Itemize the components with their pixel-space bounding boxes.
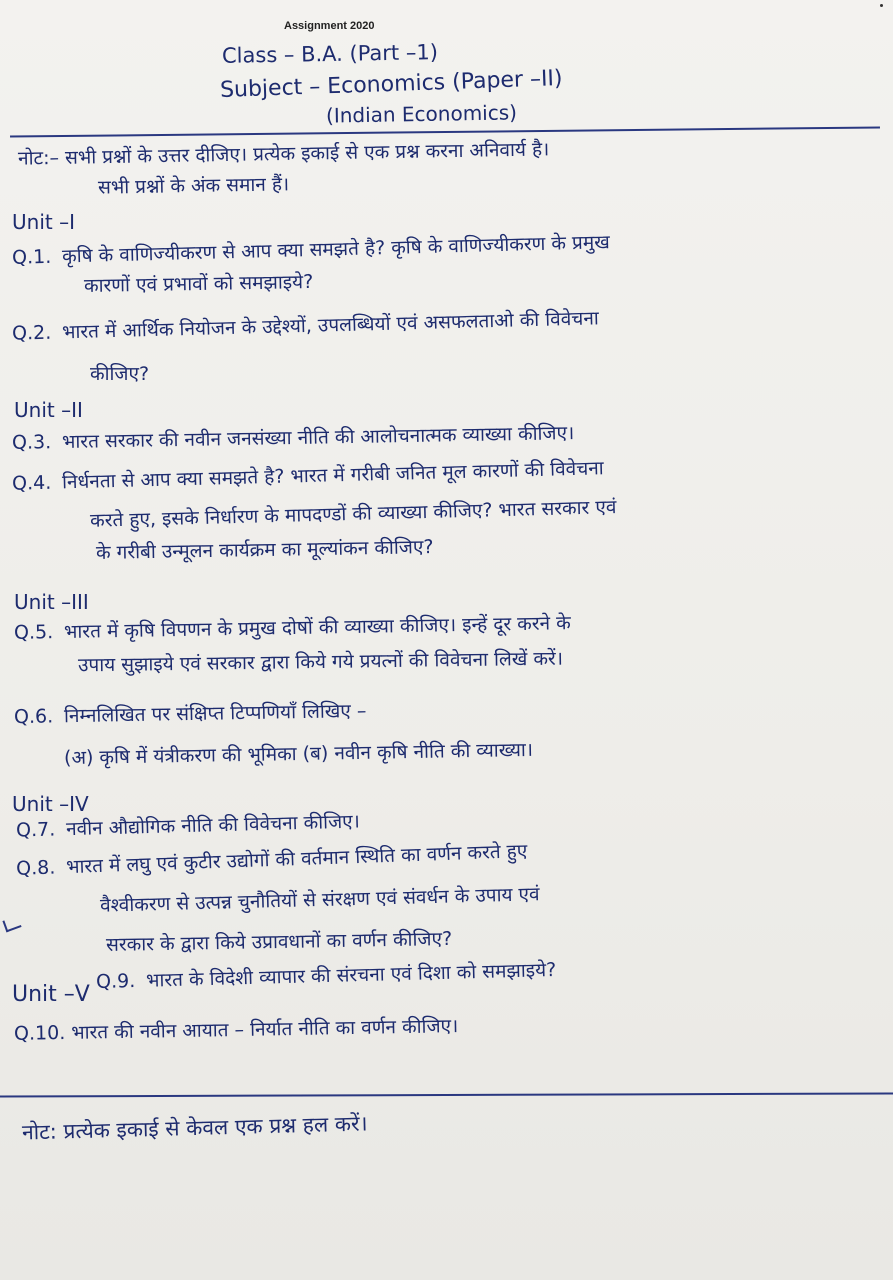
question-number: Q.5.: [13, 621, 54, 644]
question-6: [14, 697, 367, 729]
question-2: [12, 304, 599, 345]
speck: [880, 4, 883, 7]
question-4-line-2: करते हुए, इसके निर्धारण के मापदण्डों की व्याख्या कीजिए? भारत सरकार एवं: [89, 496, 617, 532]
question-8-line-3: सरकार के द्वारा किये उप्रावधानों का वर्णन कीजिए?: [105, 927, 453, 957]
question-text: भारत में कृषि विपणन के प्रमुख दोषों की व्याख्या कीजिए। इन्हें दूर करने के: [63, 612, 571, 643]
subtitle-line: (Indian Economics): [325, 100, 518, 128]
question-number: Q.4.: [11, 471, 52, 495]
question-2-line-2: कीजिए?: [90, 363, 150, 385]
note-top-line-1: नोट:– सभी प्रश्नों के उत्तर दीजिए। प्रत्येक इकाई से एक प्रश्न करना अनिवार्य है।: [17, 138, 550, 170]
question-5: [14, 609, 571, 645]
class-line: Class – B.A. (Part –1): [221, 40, 439, 68]
question-text: भारत में आर्थिक नियोजन के उद्देश्यों, उपलब्धियों एवं असफलताओ की विवेचना: [61, 307, 600, 344]
question-text: निर्धनता से आप क्या समझते है? भारत में गरीबी जनित मूल कारणों की विवेचना: [61, 457, 604, 494]
question-number: Q.3.: [11, 431, 52, 454]
note-top-line-2: सभी प्रश्नों के अंक समान हैं।: [97, 173, 290, 199]
subject-line: Subject – Economics (Paper –II): [219, 66, 563, 103]
note-bottom: नोट: प्रत्येक इकाई से केवल एक प्रश्न हल करें।: [21, 1111, 368, 1145]
footer-divider: [0, 1092, 893, 1097]
question-9: [96, 956, 557, 994]
question-number: Q.9.: [95, 970, 136, 994]
pen-mark: [2, 916, 21, 933]
question-6-line-2: (अ) कृषि में यंत्रीकरण की भूमिका (ब) नवीन कृषि नीति की व्याख्या।: [63, 738, 534, 770]
question-10: [14, 1012, 459, 1046]
question-text: भारत में लघु एवं कुटीर उद्योगों की वर्तमान स्थिति का वर्णन करते हुए: [65, 840, 528, 879]
question-8-line-2: वैश्वीकरण से उत्पन्न चुनौतियों से संरक्षण एवं संवर्धन के उपाय एवं: [99, 883, 540, 917]
question-text: नवीन औद्योगिक नीति की विवेचना कीजिए।: [65, 810, 361, 841]
question-3: [12, 419, 575, 455]
question-number: Q.7.: [15, 818, 56, 842]
question-number: Q.8.: [15, 856, 56, 880]
unit-1-label: Unit –I: [12, 210, 75, 234]
question-8: [16, 837, 528, 881]
unit-3-label: Unit –III: [14, 590, 89, 614]
question-text: निम्नलिखित पर संक्षिप्त टिप्पणियाँ लिखिए –: [63, 699, 367, 728]
header-divider: [10, 126, 880, 137]
question-number: Q.6.: [13, 705, 54, 729]
unit-2-label: Unit –II: [14, 398, 83, 422]
question-text: कृषि के वाणिज्यीकरण से आप क्या समझते है? कृषि के वाणिज्यीकरण के प्रमुख: [61, 231, 611, 268]
question-1: [12, 228, 610, 270]
question-4-line-3: के गरीबी उन्मूलन कार्यक्रम का मूल्यांकन कीजिए?: [95, 536, 434, 564]
question-5-line-2: उपाय सुझाइये एवं सरकार द्वारा किये गये प्रयत्नों की विवेचना लिखें करें।: [77, 647, 564, 677]
question-number: Q.10.: [13, 1021, 66, 1045]
question-text: भारत सरकार की नवीन जनसंख्या नीति की आलोचनात्मक व्याख्या कीजिए।: [61, 422, 575, 454]
question-text: भारत के विदेशी व्यापार की संरचना एवं दिशा को समझाइये?: [145, 958, 557, 992]
question-text: भारत की नवीन आयात – निर्यात नीति का वर्णन कीजिए।: [71, 1015, 459, 1044]
question-number: Q.2.: [11, 321, 52, 345]
question-4: [12, 454, 604, 495]
unit-4-label: Unit –IV: [12, 792, 89, 816]
question-number: Q.1.: [11, 245, 52, 269]
print-title: Assignment 2020: [284, 20, 375, 32]
question-1-line-2: कारणों एवं प्रभावों को समझाइये?: [83, 271, 314, 297]
unit-5-label: Unit –V: [12, 982, 90, 1007]
